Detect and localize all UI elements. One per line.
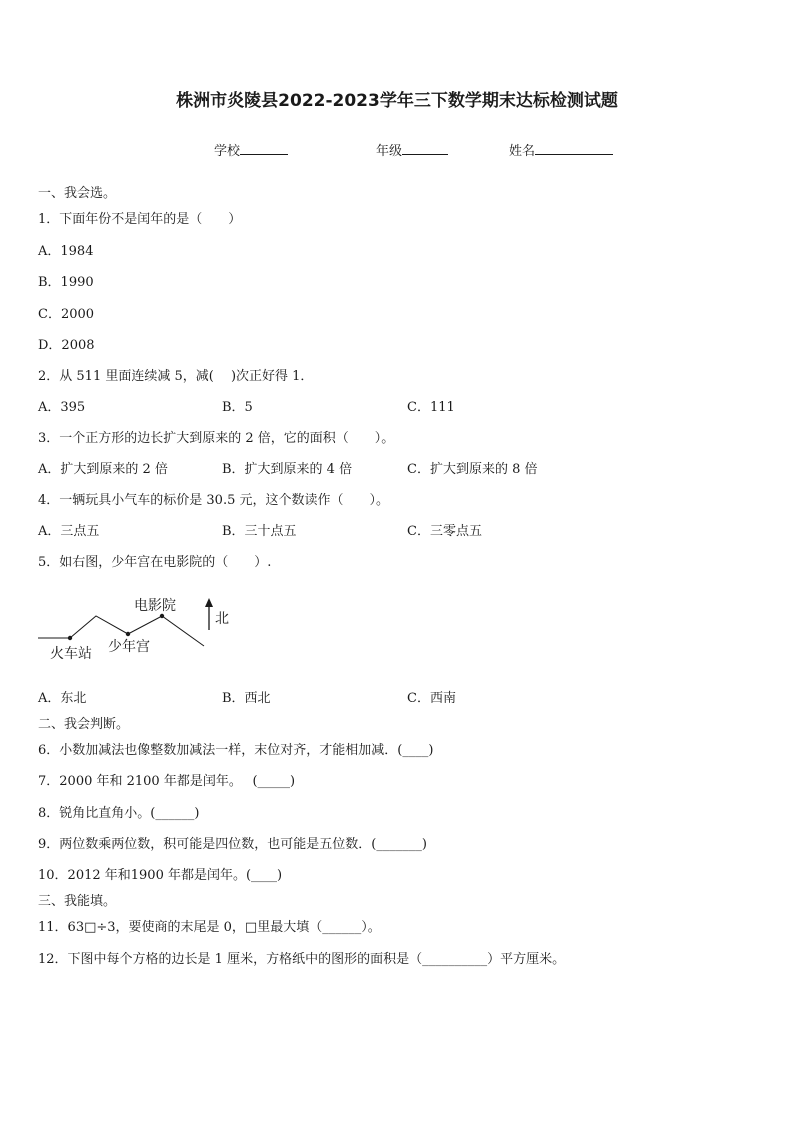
cinema-dot — [160, 614, 164, 618]
question-11: 11．63□÷3，要使商的末尾是 0，□里最大填（______）。 — [38, 920, 381, 935]
q1-option-b: B．1990 — [38, 275, 94, 290]
q5-option-a: A．东北 — [38, 691, 87, 706]
direction-map-figure — [36, 592, 246, 664]
section-fill: 三、我能填。 — [38, 894, 117, 909]
question-12: 12．下图中每个方格的边长是 1 厘米，方格纸中的图形的面积是（__________）平方厘米。 — [38, 952, 566, 967]
name-field[interactable] — [509, 140, 613, 159]
name-label: 姓名 — [509, 144, 536, 159]
question-5: 5．如右图，少年宫在电影院的（ ）. — [38, 555, 272, 570]
school-field[interactable] — [214, 140, 288, 159]
q2-option-a: A．395 — [38, 400, 86, 415]
station-label: 火车站 — [50, 646, 92, 662]
q5-option-c: C．西南 — [407, 691, 456, 706]
question-4: 4．一辆玩具小气车的标价是 30.5 元，这个数读作（ ）。 — [38, 493, 389, 508]
page-title: 株洲市炎陵县2022-2023学年三下数学期末达标检测试题 — [176, 91, 618, 111]
station-dot — [68, 636, 72, 640]
q4-option-c: C．三零点五 — [407, 524, 482, 539]
grade-field[interactable] — [376, 140, 448, 159]
north-arrow-icon — [205, 598, 213, 607]
question-2: 2．从 511 里面连续减 5，减( )次正好得 1． — [38, 369, 314, 384]
q2-option-b: B．5 — [222, 400, 253, 415]
section-choose: 一、我会选。 — [38, 186, 117, 201]
q2-option-c: C．111 — [407, 400, 455, 415]
question-9: 9．两位数乘两位数，积可能是四位数，也可能是五位数．(_______) — [38, 837, 427, 852]
q1-option-d: D．2008 — [38, 338, 95, 353]
school-blank[interactable] — [240, 142, 288, 155]
cinema-label: 电影院 — [134, 598, 176, 614]
grade-label: 年级 — [376, 144, 403, 159]
question-6: 6．小数加减法也像整数加减法一样，末位对齐，才能相加减．(____) — [38, 743, 434, 758]
q1-option-c: C．2000 — [38, 307, 95, 322]
question-3: 3．一个正方形的边长扩大到原来的 2 倍，它的面积（ ）。 — [38, 431, 395, 446]
q3-option-a: A．扩大到原来的 2 倍 — [38, 462, 168, 477]
q5-option-b: B．西北 — [222, 691, 271, 706]
q1-option-a: A．1984 — [38, 244, 94, 259]
question-7: 7．2000 年和 2100 年都是闰年。 (_____) — [38, 774, 296, 789]
q3-option-b: B．扩大到原来的 4 倍 — [222, 462, 353, 477]
q3-option-c: C．扩大到原来的 8 倍 — [407, 462, 538, 477]
question-10: 10．2012 年和1900 年都是闰年。(____) — [38, 868, 283, 883]
youth-palace-label: 少年宫 — [108, 639, 150, 655]
q4-option-a: A．三点五 — [38, 524, 100, 539]
question-1: 1．下面年份不是闰年的是（ ） — [38, 212, 242, 227]
grade-blank[interactable] — [402, 142, 448, 155]
section-judge: 二、我会判断。 — [38, 717, 130, 732]
question-8: 8．锐角比直角小。(______) — [38, 806, 200, 821]
name-blank[interactable] — [535, 142, 613, 155]
north-label: 北 — [215, 611, 229, 627]
school-label: 学校 — [214, 144, 241, 159]
q4-option-b: B．三十点五 — [222, 524, 297, 539]
youth-palace-dot — [126, 632, 130, 636]
